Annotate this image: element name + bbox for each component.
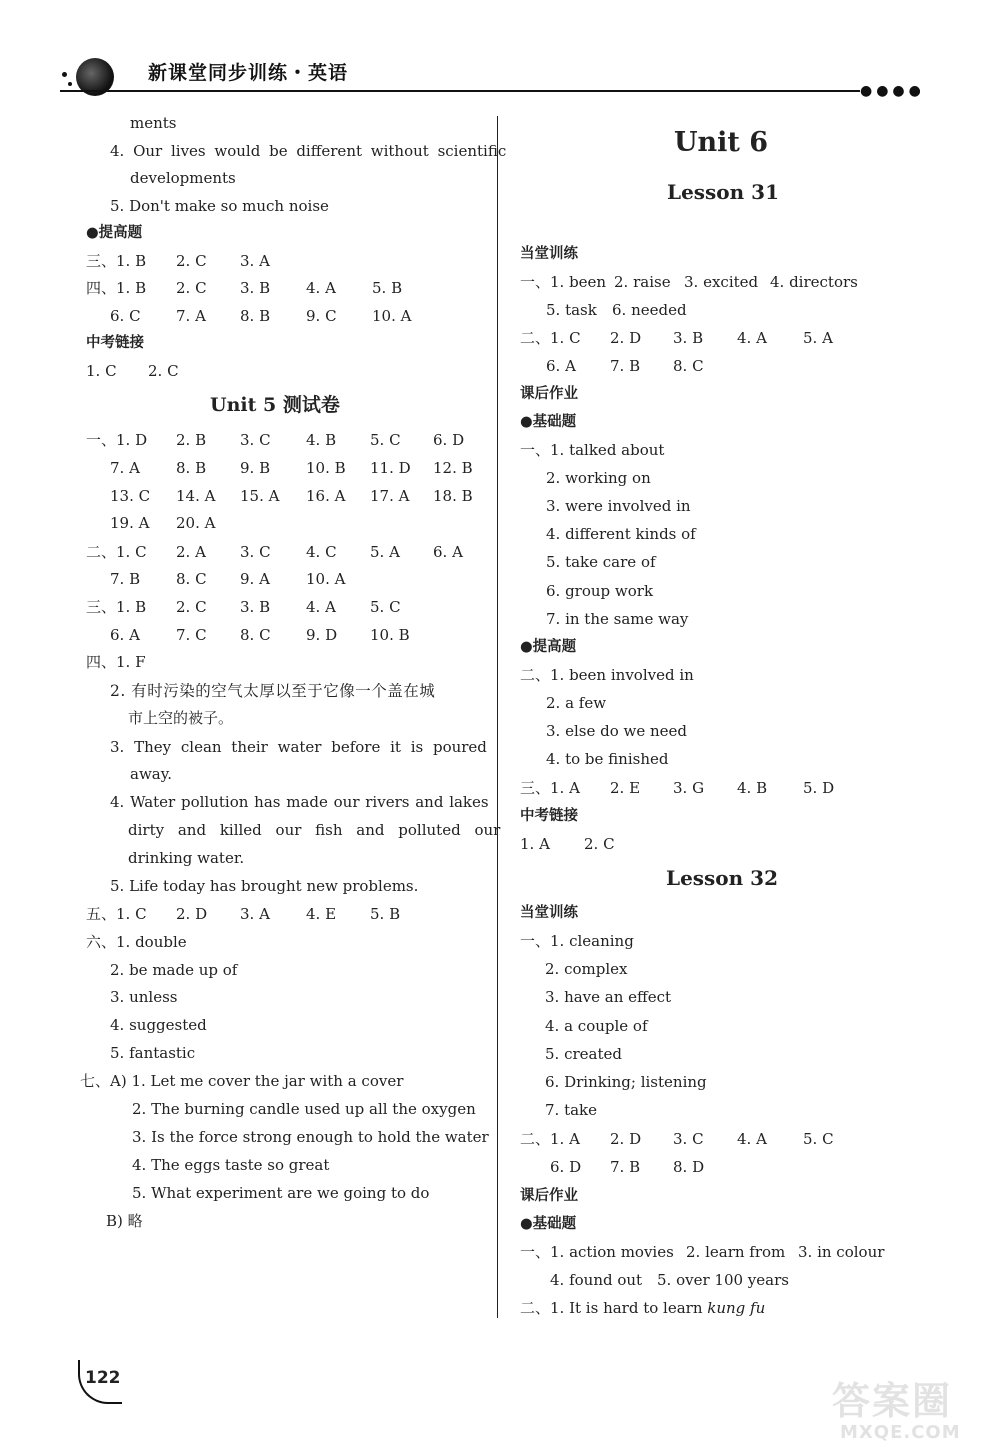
answer-item: 3. B bbox=[240, 598, 271, 616]
section-heading: 课后作业 bbox=[520, 386, 578, 402]
answer-item: 11. D bbox=[370, 459, 411, 477]
answer-item: 16. A bbox=[306, 487, 346, 505]
answer-item: 19. A bbox=[110, 514, 150, 532]
answer-item: 12. B bbox=[433, 459, 473, 477]
answer-line: 2. complex bbox=[545, 960, 628, 978]
page-number: 122 bbox=[85, 1368, 121, 1388]
answer-item: 2. C bbox=[176, 252, 207, 270]
answer-item: 一、1. action movies bbox=[520, 1243, 674, 1261]
logo-dot bbox=[68, 82, 72, 86]
answer-item: 5. B bbox=[372, 279, 403, 297]
answer-item: 2. B bbox=[176, 431, 207, 449]
answer-line: 一、1. talked about bbox=[520, 441, 665, 459]
answer-line: away. bbox=[130, 765, 172, 783]
answer-item: 13. C bbox=[110, 487, 151, 505]
answer-item: 8. B bbox=[240, 307, 271, 325]
answer-line: 6. Drinking; listening bbox=[545, 1073, 707, 1091]
answer-item: 2. raise bbox=[614, 273, 671, 291]
answer-item: 2. C bbox=[176, 598, 207, 616]
section-heading: ●基础题 bbox=[520, 1216, 577, 1232]
answer-item: 1. A bbox=[520, 835, 550, 853]
answer-line: 5. fantastic bbox=[110, 1044, 196, 1062]
watermark-url: MXQE.COM bbox=[840, 1422, 961, 1443]
logo-dot bbox=[62, 72, 67, 77]
answer-item: 14. A bbox=[176, 487, 216, 505]
answer-item: 5. C bbox=[370, 598, 401, 616]
answer-line: 6. group work bbox=[546, 582, 654, 600]
section-heading: 当堂训练 bbox=[520, 246, 578, 262]
answer-item: 9. A bbox=[240, 570, 270, 588]
answer-line: 5. created bbox=[545, 1045, 622, 1063]
answer-line: 4. suggested bbox=[110, 1016, 207, 1034]
answer-line: 5. Don't make so much noise bbox=[110, 197, 329, 215]
answer-item: 4. A bbox=[306, 279, 336, 297]
answer-item: 5. C bbox=[803, 1130, 834, 1148]
answer-line: 4. Our lives would be different without scientific bbox=[110, 142, 507, 160]
answer-item: 6. A bbox=[433, 543, 463, 561]
answer-item: 三、1. B bbox=[86, 598, 147, 616]
answer-item: 18. B bbox=[433, 487, 473, 505]
answer-item: 2. C bbox=[148, 362, 179, 380]
answer-line: 3. Is the force strong enough to hold the water bbox=[132, 1128, 489, 1146]
answer-item: 6. D bbox=[433, 431, 465, 449]
answer-line: 2. 有时污染的空气太厚以至于它像一个盖在城 bbox=[110, 682, 436, 700]
answer-item: 3. B bbox=[240, 279, 271, 297]
answer-item: 10. B bbox=[306, 459, 346, 477]
answer-item: 2. D bbox=[610, 329, 642, 347]
answer-item: 7. A bbox=[110, 459, 140, 477]
answer-item: 5. over 100 years bbox=[657, 1271, 789, 1289]
answer-item: 4. B bbox=[737, 779, 768, 797]
answer-item: 五、1. C bbox=[86, 905, 147, 923]
answer-item: 二、1. A bbox=[520, 1130, 580, 1148]
answer-item: 10. A bbox=[306, 570, 346, 588]
answer-line: 5. Life today has brought new problems. bbox=[110, 877, 419, 895]
answer-item: 7. B bbox=[610, 357, 641, 375]
column-divider bbox=[497, 116, 498, 1318]
answer-line: dirty and killed our fish and polluted our bbox=[128, 821, 501, 839]
answer-item: 3. C bbox=[673, 1130, 704, 1148]
answer-item: 2. D bbox=[610, 1130, 642, 1148]
answer-line: 2. a few bbox=[546, 694, 607, 712]
answer-line: 四、1. F bbox=[86, 653, 146, 671]
answer-item: 5. task bbox=[546, 301, 597, 319]
answer-line: 4. The eggs taste so great bbox=[132, 1156, 330, 1174]
answer-item: 8. C bbox=[240, 626, 271, 644]
answer-item: 4. A bbox=[306, 598, 336, 616]
answer-item: 二、1. C bbox=[86, 543, 147, 561]
answer-item: 10. A bbox=[372, 307, 412, 325]
answer-item: 6. D bbox=[550, 1158, 582, 1176]
section-heading: ●提高题 bbox=[520, 639, 577, 655]
lesson-heading: Lesson 32 bbox=[666, 866, 778, 890]
answer-line: 4. a couple of bbox=[545, 1017, 648, 1035]
section-heading: 当堂训练 bbox=[520, 905, 578, 921]
section-heading: ●基础题 bbox=[520, 414, 577, 430]
answer-item: 17. A bbox=[370, 487, 410, 505]
answer-line: 六、1. double bbox=[86, 933, 187, 951]
answer-item: 2. learn from bbox=[686, 1243, 786, 1261]
answer-item: 8. B bbox=[176, 459, 207, 477]
answer-item: 9. D bbox=[306, 626, 338, 644]
watermark-text: 答案圈 bbox=[832, 1379, 953, 1423]
header-title: 新课堂同步训练・英语 bbox=[148, 62, 349, 84]
answer-line: 3. They clean their water before it is poured bbox=[110, 738, 487, 756]
answer-item: 5. B bbox=[370, 905, 401, 923]
answer-item: 4. C bbox=[306, 543, 337, 561]
answer-line: 7. take bbox=[545, 1101, 598, 1119]
answer-line: B) 略 bbox=[106, 1212, 143, 1230]
answer-line bbox=[520, 1298, 765, 1318]
section-heading: 课后作业 bbox=[520, 1188, 578, 1204]
answer-item: 一、1. D bbox=[86, 431, 148, 449]
page-header bbox=[60, 52, 925, 102]
header-rule bbox=[60, 90, 860, 92]
answer-item: 5. C bbox=[370, 431, 401, 449]
answer-item: 6. needed bbox=[612, 301, 687, 319]
answer-item: 2. E bbox=[610, 779, 641, 797]
answer-item: 10. B bbox=[370, 626, 410, 644]
answer-item: 5. A bbox=[803, 329, 833, 347]
answer-line: 4. different kinds of bbox=[546, 525, 696, 543]
answer-item: 二、1. C bbox=[520, 329, 581, 347]
answer-item: 3. G bbox=[673, 779, 705, 797]
answer-line: 一、1. cleaning bbox=[520, 932, 634, 950]
answer-line: 七、A) 1. Let me cover the jar with a cover bbox=[80, 1072, 404, 1090]
answer-line: 5. What experiment are we going to do bbox=[132, 1184, 430, 1202]
answer-line: ments bbox=[130, 114, 177, 132]
answer-item: 4. found out bbox=[550, 1271, 643, 1289]
answer-item: 2. C bbox=[176, 279, 207, 297]
answer-item: 7. A bbox=[176, 307, 206, 325]
answer-item: 4. directors bbox=[770, 273, 858, 291]
answer-item: 3. excited bbox=[684, 273, 759, 291]
answer-item: 4. B bbox=[306, 431, 337, 449]
answer-item: 7. B bbox=[610, 1158, 641, 1176]
answer-item: 15. A bbox=[240, 487, 280, 505]
answer-item: 7. C bbox=[176, 626, 207, 644]
unit-heading: Unit 5 测试卷 bbox=[210, 394, 340, 416]
section-heading: ●提高题 bbox=[86, 225, 143, 241]
answer-item: 9. C bbox=[306, 307, 337, 325]
answer-item: 7. B bbox=[110, 570, 141, 588]
section-heading: 中考链接 bbox=[86, 335, 144, 351]
answer-line: 3. unless bbox=[110, 988, 178, 1006]
answer-item: 三、1. B bbox=[86, 252, 147, 270]
answer-item: 8. D bbox=[673, 1158, 705, 1176]
answer-item: 9. B bbox=[240, 459, 271, 477]
answer-item: 4. E bbox=[306, 905, 337, 923]
answer-item: 4. A bbox=[737, 1130, 767, 1148]
answer-item: 1. C bbox=[86, 362, 117, 380]
answer-item: 20. A bbox=[176, 514, 216, 532]
answer-line: 市上空的被子。 bbox=[128, 709, 234, 727]
answer-line: 2. The burning candle used up all the oxygen bbox=[132, 1100, 476, 1118]
answer-item: 6. C bbox=[110, 307, 141, 325]
answer-item: 三、1. A bbox=[520, 779, 580, 797]
answer-item: 4. A bbox=[737, 329, 767, 347]
answer-line: 二、1. been involved in bbox=[520, 666, 694, 684]
answer-line: 3. else do we need bbox=[546, 722, 687, 740]
answer-item: 6. A bbox=[546, 357, 576, 375]
answer-item: 5. A bbox=[370, 543, 400, 561]
watermark-logo bbox=[826, 1370, 990, 1446]
answer-line: 3. have an effect bbox=[545, 988, 672, 1006]
section-heading: 中考链接 bbox=[520, 808, 578, 824]
answer-line: 4. Water pollution has made our rivers and lakes bbox=[110, 793, 489, 811]
answer-item: 一、1. been bbox=[520, 273, 607, 291]
answer-item: 8. C bbox=[176, 570, 207, 588]
answer-item: 3. C bbox=[240, 543, 271, 561]
answer-line: 2. be made up of bbox=[110, 961, 238, 979]
answer-italic-term: kung fu bbox=[707, 1299, 766, 1317]
answer-item: 3. A bbox=[240, 905, 270, 923]
answer-item: 3. B bbox=[673, 329, 704, 347]
answer-line: 5. take care of bbox=[546, 553, 656, 571]
answer-line: 2. working on bbox=[546, 469, 651, 487]
answer-item: 3. A bbox=[240, 252, 270, 270]
lesson-heading: Lesson 31 bbox=[667, 180, 779, 204]
answer-text: 二、1. It is hard to learn bbox=[520, 1299, 703, 1317]
answer-line: developments bbox=[130, 169, 236, 187]
answer-item: 2. A bbox=[176, 543, 206, 561]
answer-line: drinking water. bbox=[128, 849, 245, 867]
unit-heading: Unit 6 bbox=[674, 127, 769, 158]
answer-item: 2. C bbox=[584, 835, 615, 853]
header-dots: ●●●● bbox=[860, 83, 925, 99]
answer-item: 四、1. B bbox=[86, 279, 147, 297]
answer-item: 3. in colour bbox=[798, 1243, 885, 1261]
answer-line: 3. were involved in bbox=[546, 497, 691, 515]
answer-item: 8. C bbox=[673, 357, 704, 375]
answer-item: 2. D bbox=[176, 905, 208, 923]
answer-item: 3. C bbox=[240, 431, 271, 449]
answer-line: 4. to be finished bbox=[546, 750, 669, 768]
answer-item: 6. A bbox=[110, 626, 140, 644]
answer-item: 5. D bbox=[803, 779, 835, 797]
answer-line: 7. in the same way bbox=[546, 610, 689, 628]
